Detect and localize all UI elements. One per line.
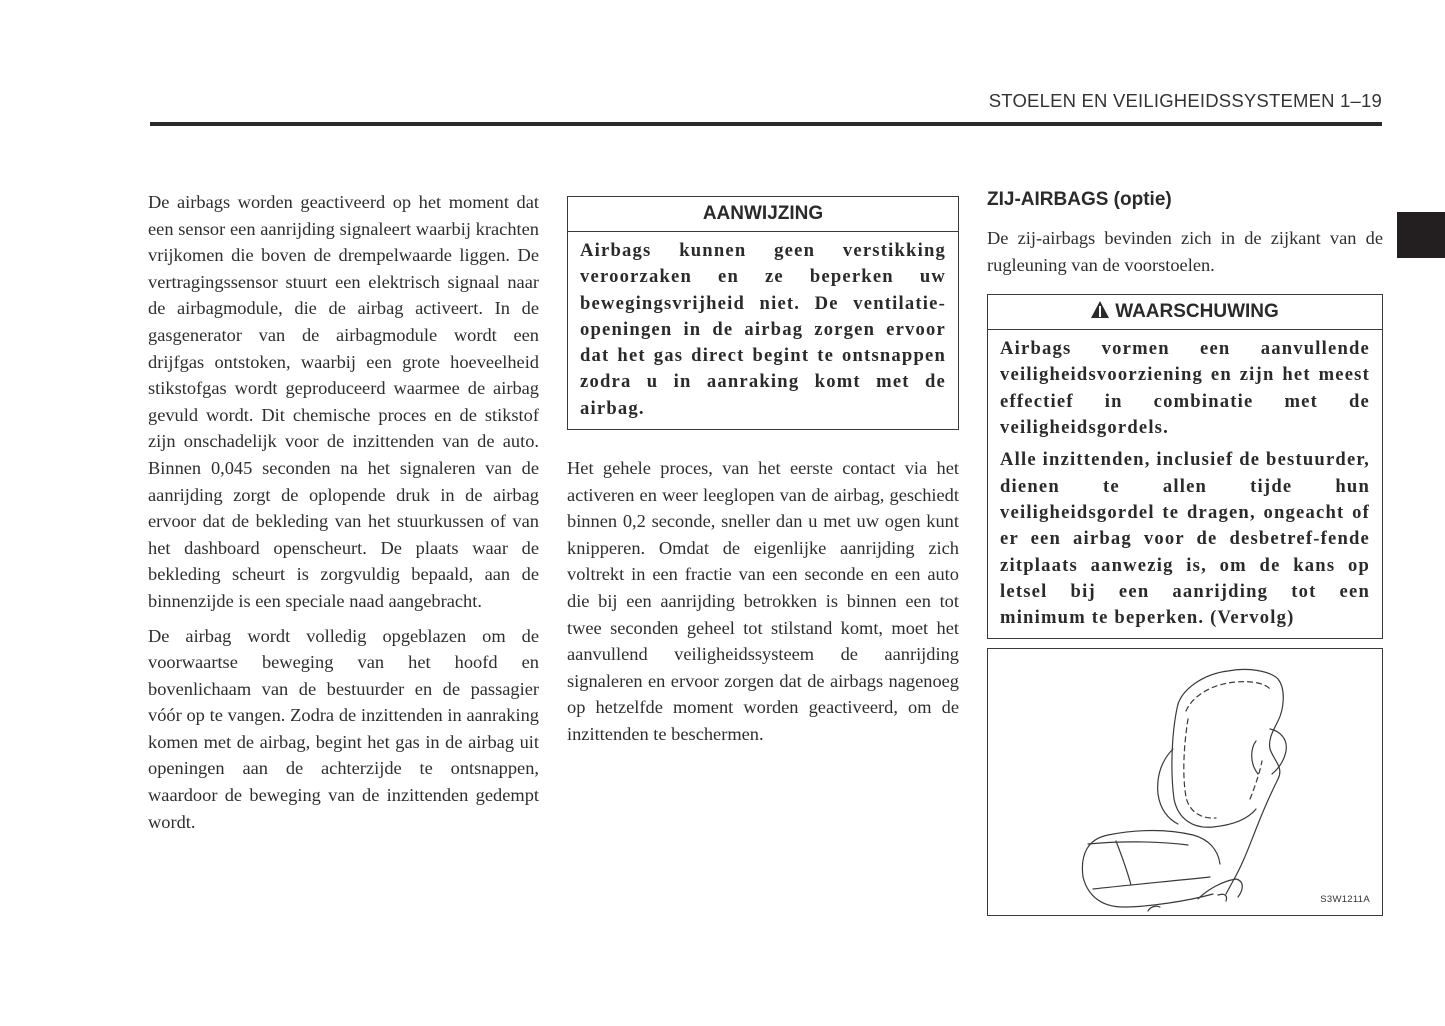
warning-header bbox=[988, 295, 1382, 330]
body-paragraph: De airbag wordt volledig opgeblazen om de voorwaartse beweging van het hoofd en bovenlichaam van de bestuurder en de passagier vóór op te vangen. Zodra de inzittenden in aanraking komen met de airbag, begint het gas in de airbag uit openingen aan de achterzijde te ontsnappen, waardoor de beweging van de inzittenden gedempt wordt. bbox=[148, 625, 539, 832]
seat-side-curve bbox=[1252, 741, 1258, 774]
seat-airbag-figure bbox=[987, 648, 1383, 916]
notice-body bbox=[568, 232, 958, 429]
body-paragraph: Het gehele proces, van het eerste contact via het activeren en weer leeglopen van de airbag, geschiedt binnen 0,2 seconde, sneller dan u met uw ogen kunt knipperen. Omdat de eigenlijke aanrijding zich voltrekt in een fractie van een seconde en een auto die bij een aanrijding betrokken is binnen een tot twee seconden geheel tot stilstand komt, moet het aanvullend veiligheidssysteem de aanrijding signaleren en ervoor zorgen dat de airbags nagenoeg op hetzelfde moment worden geactiveerd, om de inzittenden te beschermen. bbox=[567, 458, 959, 745]
seat-cushion-front bbox=[1083, 877, 1213, 907]
warning-box bbox=[987, 294, 1383, 639]
seat-side-bolster bbox=[1270, 729, 1286, 774]
warning-text: Airbags vormen een aanvullende veiligheidsvoorziening en zijn het meest effectief in combinatie met de veiligheidsgordels. bbox=[1000, 338, 1370, 439]
page-header-title: STOELEN EN VEILIGHEIDSSYSTEMEN 1–19 bbox=[988, 90, 1382, 111]
warning-body bbox=[988, 330, 1382, 638]
airbag-seam bbox=[1184, 682, 1270, 818]
seat-backrest-front bbox=[1172, 704, 1256, 827]
figure-code: S3W1211A bbox=[1320, 894, 1370, 906]
notice-text: Airbags kunnen geen verstikking veroorzaken en ze beperken uw bewegingsvrijheid niet. De ventilatie-openingen in de airbag zorgen ervoor dat het gas direct begint te ontsnappen zodra u in aanraking komt met de airbag. bbox=[580, 240, 946, 419]
notice-box bbox=[567, 196, 959, 430]
chapter-tab-marker bbox=[1397, 212, 1445, 258]
column-1 bbox=[148, 189, 539, 835]
seat-illustration bbox=[988, 649, 1382, 915]
seat-base bbox=[1148, 907, 1160, 912]
header-rule bbox=[150, 122, 1382, 126]
body-paragraph: De airbags worden geactiveerd op het moment dat een sensor een aanrijding signaleert waarbij krachten vrijkomen die boven de drempelwaarde liggen. De vertragingssensor stuurt een elektrisch signaal naar de airbagmodule, die de airbag activeert. In de gasgenerator van de airbagmodule wordt een drijfgas ontstoken, waarbij een grote hoeveelheid stikstofgas wordt geproduceerd waarmee de airbag gevuld wordt. Dit chemische proces en de stikstof zijn onschadelijk voor de inzittenden van de auto. Binnen 0,045 seconden na het signaleren van de aanrijding zorgt de oplopende druk in de airbag ervoor dat de bekleding van het stuurkussen of van het dashboard openscheurt. De plaats waar de bekleding scheurt is zorgvuldig bepaald, aan de binnenzijde is een speciale naad aangebracht. bbox=[148, 192, 539, 611]
column-2 bbox=[567, 196, 959, 748]
seat-cushion-seam bbox=[1088, 841, 1210, 889]
notice-title: AANWIJZING bbox=[568, 197, 958, 232]
seat-backrest bbox=[1178, 670, 1283, 895]
seat-rail bbox=[1198, 879, 1242, 901]
seat-lower-back bbox=[1158, 749, 1178, 824]
column-3 bbox=[987, 187, 1383, 916]
seat-cushion bbox=[1082, 831, 1220, 878]
intro-paragraph: De zij-airbags bevinden zich in de zijkant van de rugleuning van de voorstoelen. bbox=[987, 228, 1383, 275]
warning-triangle-icon bbox=[1091, 301, 1109, 318]
section-title: ZIJ-AIRBAGS (optie) bbox=[987, 189, 1172, 210]
warning-title: WAARSCHUWING bbox=[1115, 301, 1279, 323]
warning-text: Alle inzittenden, inclusief de bestuurder, dienen te allen tijde hun veiligheidsgordel te dragen, ongeacht of er een airbag voor de desbetref-fende zitplaats aanwezig is, om de kans op letsel bij een aanrijding tot een minimum te beperken. (Vervolg) bbox=[1000, 449, 1370, 629]
